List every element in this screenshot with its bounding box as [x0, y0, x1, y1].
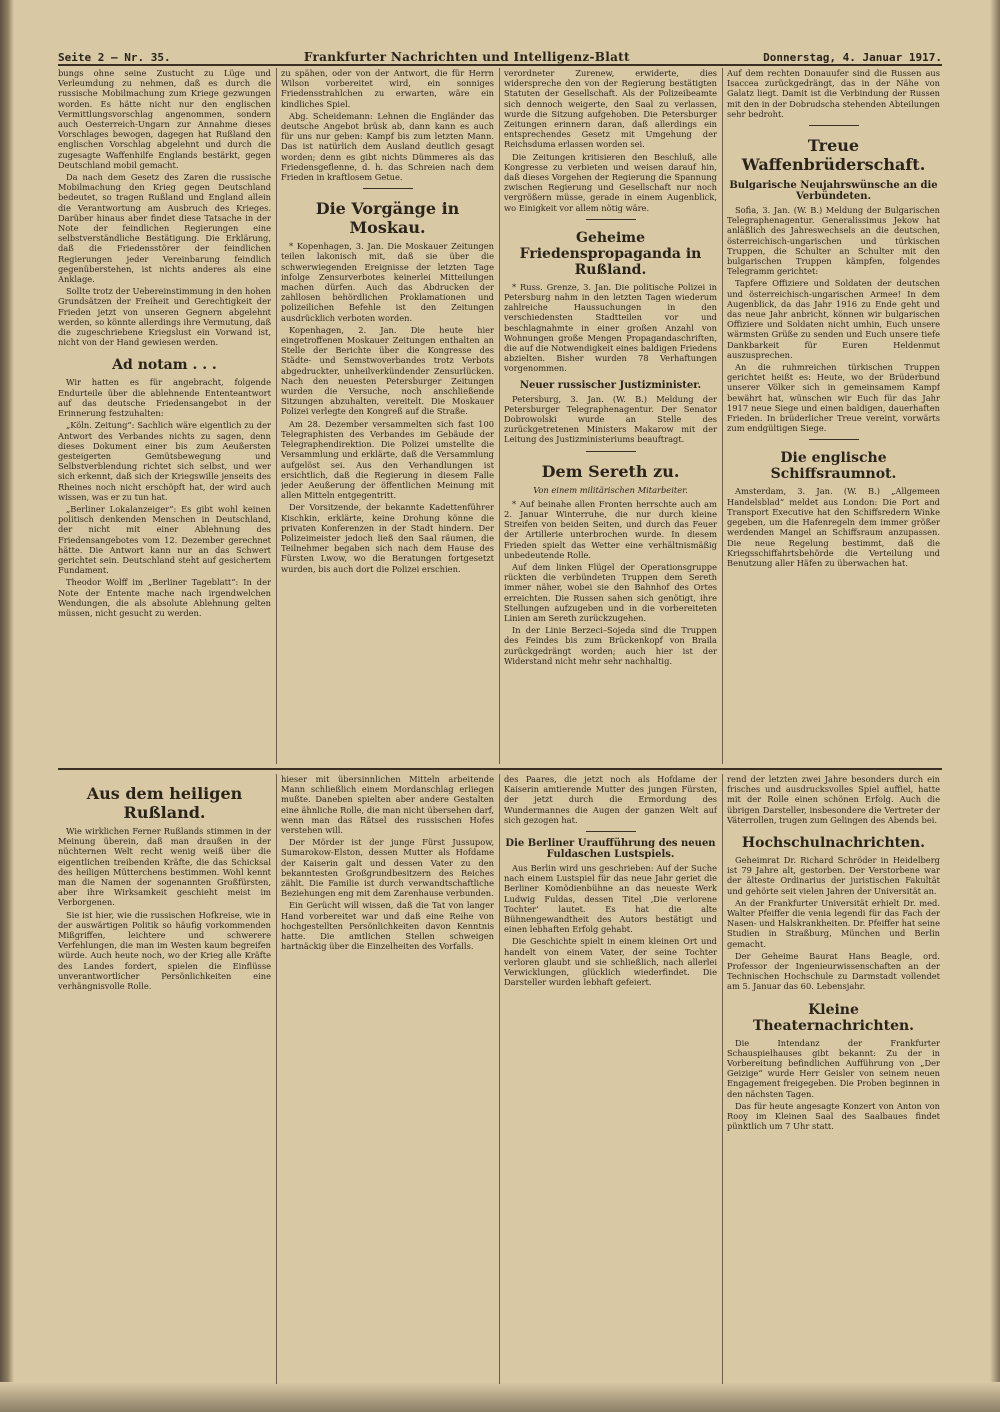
article-paragraph: verordneter Zurenew, erwiderte, dies widerspreche den von der Regierung bestätigten Statuten der Gesellschaft. Als der Polizeibeamte sich dennoch weigerte, den Saal zu verlassen, wurde die Sitzung aufgehoben. Die Petersburger Zeitungen erinnern daran, daß allerdings ein entsprechendes Gesetz mit Umgehung der Reichsduma erlassen worden sei. [504, 68, 717, 150]
column-rule [499, 774, 500, 1384]
article-paragraph: An der Frankfurter Universität erhielt Dr. med. Walter Pfeiffer die venia legendi für das Fach der Nasen- und Halskrankheiten. Dr. Pfeiffer hat seine Studien in Straßburg, München und Berlin gemacht. [727, 897, 940, 949]
page-edge-right [990, 0, 1000, 1412]
lower-column-4 [727, 774, 940, 1384]
lower-column-2 [281, 774, 494, 1384]
headline-heiliges-russland: Aus dem heiligen Rußland. [86, 784, 243, 822]
newspaper-title: Frankfurter Nachrichten und Intelligenz-Blatt [303, 50, 630, 64]
article-paragraph: Auf dem linken Flügel der Operationsgruppe rückten die verbündeten Truppen dem Sereth immer näher, wobei sie den Bahnhof des Ortes erreichten. Die Russen sahen sich genötigt, ihre Stellungen aufzugeben und in die vorbereiteten Linien am Sereth zurückzugehen. [504, 561, 717, 623]
separator [586, 219, 636, 220]
article-paragraph: Das für heute angesagte Konzert von Anton von Rooy im Kleinen Saal des Saalbaues findet pünktlich um 7 Uhr statt. [727, 1100, 940, 1132]
headline-justizminister: Neuer russischer Justizminister. [519, 379, 702, 391]
article-paragraph: Der Vorsitzende, der bekannte Kadettenführer Kischkin, erklärte, keine Drohung könne die privaten Konferenzen in der Stadt hindern. Der Polizeimeister jedoch ließ den Saal räumen, die Teilnehmer begaben sich nach dem Hause des Fürsten Lwow, wo die Beratungen fortgesetzt wurden, bis auch dort die Polizei erschien. [281, 502, 494, 574]
headline-schiffsraumnot: Die englische Schiffsraumnot. [770, 450, 897, 483]
separator [809, 439, 859, 440]
article-paragraph: Die Zeitungen kritisieren den Beschluß, alle Kongresse zu verbieten und weisen darauf hin, daß dieses Vorgehen der Regierung die Spannung zwischen Regierung und Gesellschaft nur noch vergrößern müsse, gerade in einem Augenblick, wo Einigkeit vor allem nötig wäre. [504, 151, 717, 213]
page-header [58, 44, 942, 66]
article-paragraph: Sofia, 3. Jan. (W. B.) Meldung der Bulgarischen Telegraphenagentur. Generalissimus Jekow hat anläßlich des Jahreswechsels an die deutschen, österreichisch-ungarischen und türkischen Truppen, die Schulter an Schulter mit den bulgarischen Truppen kämpfen, folgendes Telegramm gerichtet: [727, 205, 940, 277]
article-paragraph: Sie ist hier, wie die russischen Hofkreise, wie in der auswärtigen Politik so häufig vorkommenden Mißgriffen, leichtere und schwerere Verfehlungen, die man im Westen kaum begreifen würde. Auch heute noch, wo der Krieg alle Kräfte des Landes fordert, spielen die Einflüsse unverantwortlicher Persönlichkeiten eine verhängnisvolle Rolle. [58, 909, 271, 992]
article-paragraph: * Russ. Grenze, 3. Jan. Die politische Polizei in Petersburg nahm in den letzten Tagen wiederum zahlreiche Haussuchungen in den verschiedensten Stadtteilen vor und beschlagnahmte in einer großen Anzahl von Wohnungen große Mengen Propagandaschriften, die auf die Notwendigkeit eines baldigen Friedens abzielten. Bisher wurden 78 Verhaftungen vorgenommen. [504, 281, 717, 374]
headline-hochschulnachrichten: Hochschulnachrichten. [741, 835, 926, 852]
column-rule [722, 68, 723, 764]
column-rule [276, 774, 277, 1384]
article-paragraph: Tapfere Offiziere und Soldaten der deutschen und österreichisch-ungarischen Armee! In dem Augenblick, da das Jahr 1916 zu Ende geht und das neue Jahr anbricht, können wir bulgarischen Offiziere und Soldaten nicht umhin, Euch unsere wärmsten Grüße zu senden und Euch unsere tiefe Dankbarkeit für Euren Heldenmut auszusprechen. [727, 278, 940, 360]
page-number: Seite 2 — Nr. 35. [58, 51, 171, 64]
article-paragraph: bungs ohne seine Zustucht zu Lüge und Verleumdung zu nehmen, daß es durch die russische Mobilmachung zum Kriege gezwungen worden. Es hätte nicht nur den englischen Vermittlungsvorschlag angenommen, sondern auch Oesterreich-Ungarn zur Annahme dieses Vorschlages bewogen, dagegen hat Rußland den englischen Vorschlag abgelehnt und durch die zugesagte Waffenhilfe Englands bestärkt, gegen Deutschland mobil gemacht. [58, 68, 271, 170]
article-paragraph: Auf dem rechten Donauufer sind die Russen aus Isaccea zurückgedrängt, das in der Nähe von Galatz liegt. Damit ist die Verbindung der Russen mit den in der Dobrudscha stehenden Abteilungen sehr bedroht. [727, 68, 940, 119]
article-paragraph: * Kopenhagen, 3. Jan. Die Moskauer Zeitungen teilen lakonisch mit, daß sie über die schwerwiegenden Ereignisse der letzten Tage infolge Zensurverbotes keinerlei Mitteilungen machen dürfen. Auch das Abdrucken der zahllosen behördlichen Proklamationen und polizeilichen Befehle ist den Zeitungen ausdrücklich verboten worden. [281, 241, 494, 323]
article-paragraph: Geheimrat Dr. Richard Schröder in Heidelberg ist 79 Jahre alt, gestorben. Der Verstorbene war der älteste Ordinarius der juristischen Fakultät und gehörte seit vielen Jahren der Universität an. [727, 855, 940, 896]
separator [586, 451, 636, 452]
headline-uraufführung: Die Berliner Uraufführung des neuen Fuldaschen Lustspiels. [505, 838, 716, 861]
article-paragraph: hieser mit übersinnlichen Mitteln arbeitende Mann schließlich einem Mordanschlag erliegen mußte. Daneben spielten aber andere Gestalten eine ähnliche Rolle, die man nicht übersehen darf, wenn man das Rätsel des russischen Hofes verstehen will. [281, 774, 494, 836]
subheadline-neujahrswuensche: Bulgarische Neujahrswünsche an die Verbündeten. [729, 180, 938, 203]
article-paragraph: „Berliner Lokalanzeiger“: Es gibt wohl keinen politisch denkenden Menschen in Deutschland, der nicht mit einer Ablehnung des Friedensangebotes vom 12. Dezember gerechnet hätte. Die Antwort kann nur an das Schwert gerichtet sein. Deutschland steht auf gesichertem Fundament. [58, 503, 271, 576]
upper-section [58, 68, 942, 764]
headline-theaternachrichten: Kleine Theaternachrichten. [752, 1001, 915, 1034]
separator [809, 125, 859, 126]
article-paragraph: Am 28. Dezember versammelten sich fast 100 Telegraphisten des Verbandes im Gebäude der Telegraphendirektion. Die Polizei umstellte die Versammlung und erklärte, daß die Versammlung aufgelöst sei. Aus den Verhandlungen ist ersichtlich, daß die Regierung in diesem Falle jeder Aeußerung der öffentlichen Meinung mit allen Mitteln entgegentritt. [281, 418, 494, 501]
article-paragraph: rend der letzten zwei Jahre besonders durch ein frisches und ausdrucksvolles Spiel auffiel, hatte mit der Rolle einen schönen Erfolg. Auch die übrigen Darsteller, insbesondere die Vertreter der Väterrollen, trugen zum Gelingen des Abends bei. [727, 774, 940, 825]
headline-friedenspropaganda: Geheime Friedenspropaganda in Rußland. [519, 229, 702, 278]
article-paragraph: Sollte trotz der Uebereinstimmung in den hohen Grundsätzen der Freiheit und Gerechtigkeit der Frieden jetzt von unseren Gegnern abgelehnt werden, so könnte allerdings ihre Vermutung, daß die zugeschriebene Kriegslust ein Vorwand ist, nicht von der Hand gewiesen werden. [58, 286, 271, 348]
byline: Von einem militärischen Mitarbeiter. [533, 484, 688, 495]
headline-moskau: Die Vorgänge in Moskau. [315, 199, 460, 238]
article-paragraph: Wie wirklichen Ferner Rußlands stimmen in der Meinung überein, daß man draußen in der nüchternen Welt recht wenig weiß über die eigentlichen treibenden Kräfte, die das Schicksal des heiligen Mütterchens bestimmen. Wohl kennt man die Namen der sogenannten Großfürsten, aber ihre Wirksamkeit geschieht meist im Verborgenen. [58, 826, 271, 908]
lower-section [58, 774, 942, 1384]
lower-column-1 [58, 774, 271, 1384]
column-2 [281, 68, 494, 764]
article-paragraph: Theodor Wolff im „Berliner Tageblatt“: In der Note der Entente mache nach irgendwelchen Wendungen, die als absolute Ablehnung gelten müssen, nicht gesucht zu werden. [58, 577, 271, 618]
article-paragraph: Abg. Scheidemann: Lehnen die Engländer das deutsche Angebot brüsk ab, dann kann es auch für uns nur geben: Kampf bis zum letzten Mann. Das ist natürlich dem Ausland deutlich gesagt worden; denn es gibt nichts Dümmeres als das Friedensgeflenne, d. h. das Schreien nach dem Frieden in kraftlosem Getue. [281, 110, 494, 183]
lower-column-3 [504, 774, 717, 1384]
article-paragraph: Kopenhagen, 2. Jan. Die heute hier eingetroffenen Moskauer Zeitungen enthalten an Stelle der Berichte über die Kongresse des Städte- und Semstwoverbandes trotz Verbots abgedruckter, unheilverkündender Zensurlücken. Nach den neuesten Petersburger Zeitungen wurden die Versuche, noch anschließende Sitzungen abzuhalten, vereitelt. Die Moskauer Polizei verlegte den Kongreß auf die Straße. [281, 324, 494, 417]
headline-sereth: Dem Sereth zu. [541, 461, 680, 481]
article-paragraph: Aus Berlin wird uns geschrieben: Auf der Suche nach einem Lustspiel für das neue Jahr geriet die Berliner Komödienbühne an das neueste Werk Ludwig Fuldas, dessen Titel ‚Die verlorene Tochter‘ lautet. Es hat die alte Bühnengewandtheit des Autors bestätigt und einen lebhaften Erfolg gehabt. [504, 863, 717, 935]
column-1 [58, 68, 271, 764]
article-paragraph: Die Geschichte spielt in einem kleinen Ort und handelt von einem Vater, der seine Tochter verloren glaubt und sie schließlich, nach allerlei Verwicklungen, glücklich wiederfindet. Die Darsteller wurden lebhaft gefeiert. [504, 936, 717, 988]
article-paragraph: Petersburg, 3. Jan. (W. B.) Meldung der Petersburger Telegraphenagentur. Der Senator Dobrowolski wurde an Stelle des zurückgetretenen Ministers Makarow mit der Leitung des Justizministeriums beauftragt. [504, 393, 717, 445]
section-divider [58, 768, 942, 770]
column-rule [276, 68, 277, 764]
article-paragraph: Amsterdam, 3. Jan. (W. B.) „Allgemeen Handelsblad“ meldet aus London: Die Port and Transport Executive hat den Schiffsredern Winke gegeben, um die Hafenregeln dem immer größer werdenden Mangel an Schiffsraum anzupassen. Die neue Regelung bestimmt, daß die Kriegsschiffahrtsbehörde die Verteilung und Benutzung aller Häfen zu überwachen hat. [727, 486, 940, 568]
article-paragraph: Der Geheime Baurat Hans Beagle, ord. Professor der Ingenieurwissenschaften an der Technischen Hochschule zu Darmstadt vollendet am 5. Januar das 60. Lebensjahr. [727, 950, 940, 992]
article-paragraph: * Auf beinahe allen Fronten herrschte auch am 2. Januar Winterruhe, die nur durch kleine Streifen von beiden Seiten, und durch das Feuer der Artillerie unterbrochen wurde. In diesem Frieden spielt das Wetter eine verhältnismäßig unbedeutende Rolle. [504, 498, 717, 560]
article-paragraph: Da nach dem Gesetz des Zaren die russische Mobilmachung den Krieg gegen Deutschland bedeutet, so tragen Rußland und England allein die Verantwortung am Ausbruch des Krieges. Darüber hinaus aber findet diese Tatsache in der Note der feindlichen Regierungen eine selbstverständliche Bestätigung. Die Erklärung, daß die Friedensstörer der feindlichen Regierungen jeder Vereinbarung feindlich gegenüberstehen, ist nichts anderes als eine Anklage. [58, 172, 271, 285]
article-paragraph: Der Mörder ist der junge Fürst Jussupow, Sumarokow-Elston, dessen Mutter als Hofdame der Kaiserin galt und dessen Vater zu den bekanntesten Großgrundbesitzern des Reiches zählt. Die Familie ist durch verwandtschaftliche Beziehungen eng mit dem Zarenhause verbunden. [281, 837, 494, 899]
article-paragraph: In der Linie Berzeci–Sojeda sind die Truppen des Feindes bis zum Brückenkopf von Braila zurückgedrängt worden; auch hier ist der Widerstand nicht mehr sehr nachhaltig. [504, 625, 717, 666]
column-rule [722, 774, 723, 1384]
column-3 [504, 68, 717, 764]
article-paragraph: des Paares, die jetzt noch als Hofdame der Kaiserin amtierende Mutter des jungen Fürsten, der jetzt durch die Ermordung des Wundermannes die Augen der ganzen Welt auf sich gezogen hat. [504, 774, 717, 825]
page-edge-bottom [0, 1382, 1000, 1412]
headline-ad-notam: Ad notam . . . [112, 357, 217, 374]
article-paragraph: Wir hatten es für angebracht, folgende Endurteile über die ablehnende Ententeantwort auf das deutsche Friedensangebot in der Erinnerung festzuhalten: [58, 377, 271, 419]
article-paragraph: Ein Gerücht will wissen, daß die Tat von langer Hand vorbereitet war und daß eine Reihe von hochgestellten Persönlichkeiten davon Kenntnis hatte. Die amtlichen Stellen schweigen hartnäckig über die Einzelheiten des Vorfalls. [281, 900, 494, 952]
article-paragraph: „Köln. Zeitung“: Sachlich wäre eigentlich zu der Antwort des Verbandes nichts zu sagen, denn dieses Dokument einer bis zum Aeußersten gesteigerten Gemütsbewegung und Selbstverblendung richtet sich selbst, und wer sich erkennt, daß sich der Kriegswille jenseits des Rheines noch nicht erschöpft hat, der wird auch wissen, was er zu tun hat. [58, 420, 271, 502]
article-paragraph: zu spähen, oder von der Antwort, die für Herrn Wilson vorbereitet wird, ein sonniges Friedensstrahlchen zu erwarten, wäre ein kindliches Spiel. [281, 68, 494, 109]
issue-date: Donnerstag, 4. Januar 1917. [763, 51, 942, 64]
page-edge-left [0, 0, 14, 1412]
separator [586, 831, 636, 832]
column-rule [499, 68, 500, 764]
article-paragraph: Die Intendanz der Frankfurter Schauspielhauses gibt bekannt: Zu der in Vorbereitung befindlichen Aufführung von „Der Geizige“ wurde Herr Geisler von seinem neuen Engagement freigegeben. Die Proben beginnen in den nächsten Tagen. [727, 1037, 940, 1099]
newspaper-page [58, 44, 942, 1384]
headline-waffenbruederschaft: Treue Waffenbrüderschaft. [741, 136, 926, 175]
column-4 [727, 68, 940, 764]
separator [363, 188, 413, 189]
article-paragraph: An die ruhmreichen türkischen Truppen gerichtet heißt es: Heute, wo der Brüderbund unserer Völker sich in gemeinsamem Kampf bewährt hat, wünschen wir Euch für das Jahr 1917 neue Siege und einen baldigen, dauerhaften Frieden. In brüderlicher Treue vereint, vorwärts zum endgültigen Siege. [727, 362, 940, 434]
